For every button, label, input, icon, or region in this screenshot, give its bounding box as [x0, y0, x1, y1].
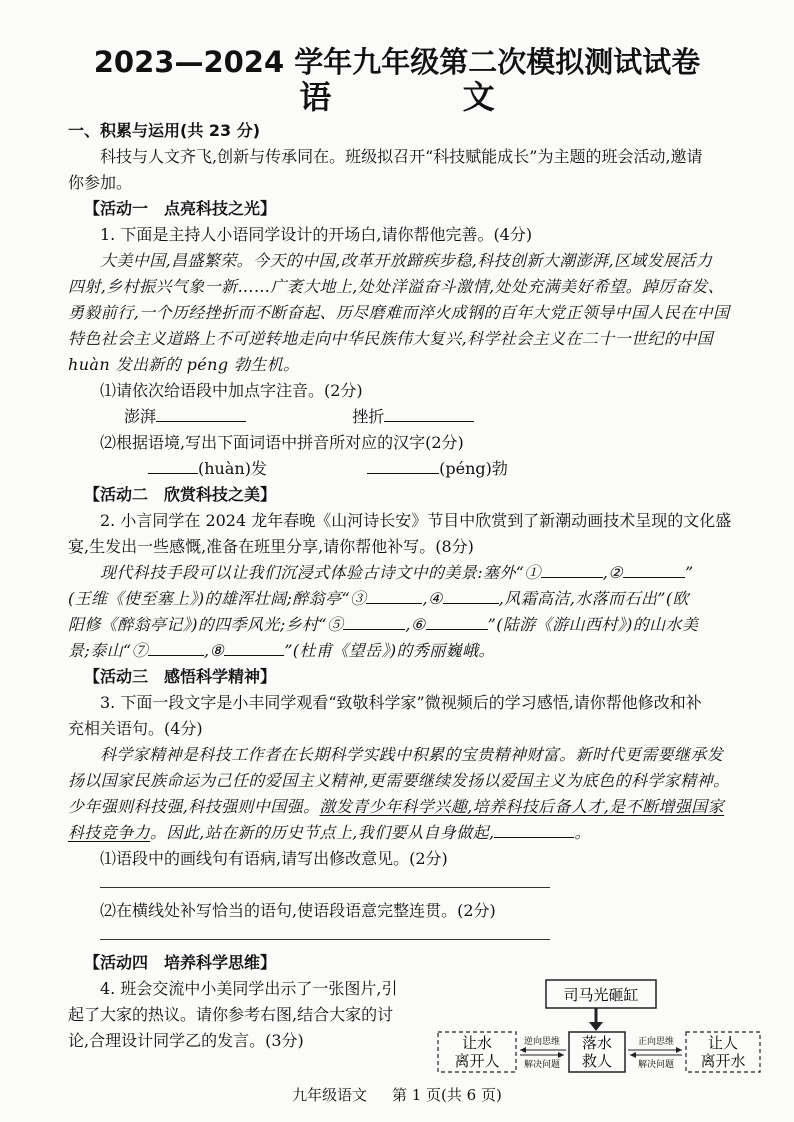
footer-subject: 九年级语文 [292, 1086, 368, 1104]
poem-blank-1[interactable] [541, 561, 603, 578]
word-1: 澎湃 [124, 407, 157, 426]
answer-line-1[interactable] [100, 886, 550, 888]
diagram-center-label-1: 落水 [581, 1034, 613, 1052]
underlined-sentence-end: 科技竞争力 [68, 823, 151, 842]
poem-blank-4[interactable] [443, 587, 499, 604]
activity-2-label: 【活动二 欣赏科技之美】 [84, 485, 277, 504]
q3-sub-1: ⑴语段中的画线句有语病,请写出修改意见。(2分) [100, 849, 448, 868]
question-3-line-1: 3. 下面一段文字是小丰同学观看“致敬科学家”微视频后的学习感悟,请你帮他修改和补 [100, 693, 702, 712]
arrow-right-top-label: 正向思维 [637, 1037, 675, 1047]
passage-line-4: 特色社会主义道路上不可逆转地走向中华民族伟大复兴,科学社会主义在二十一世纪的中国 [68, 329, 714, 348]
poem-blank-2[interactable] [623, 561, 685, 578]
footer-page-number: 第 1 页(共 6 页) [391, 1086, 502, 1104]
thinking-diagram [436, 976, 764, 1076]
passage-line-1: 大美中国,昌盛繁荣。今天的中国,改革开放蹄疾步稳,科技创新大潮澎湃,区域发展活力 [100, 251, 713, 270]
question-1: 1. 下面是主持人小语同学设计的开场白,请你帮他完善。(4分) [100, 225, 533, 244]
question-2-line-2: 宴,生发出一些感慨,准备在班里分享,请你帮他补写。(8分) [68, 537, 474, 556]
q1-sub-1-answers [68, 404, 780, 430]
page-footer [0, 1084, 794, 1105]
question-2-line-1: 2. 小言同学在 2024 龙年春晚《山河诗长安》节目中欣赏到了新潮动画技术呈现的文化盛 [100, 511, 732, 530]
q3-sub-2: ⑵在横线处补写恰当的语句,使语段语意完整连贯。(2分) [100, 901, 496, 920]
question-3-line-2: 充相关语句。(4分) [68, 719, 203, 738]
essay-blank[interactable] [494, 821, 574, 838]
q1-sub-2-answers [68, 456, 780, 482]
answer-line-2[interactable] [100, 938, 550, 940]
diagram-top-label: 司马光砸缸 [563, 986, 639, 1004]
diagram-right-label-1: 让人 [707, 1034, 739, 1052]
diagram-left-label-1: 让水 [461, 1034, 493, 1052]
poem-line-4: 景;泰山“⑦ ,⑧ ”(杜甫《望岳》)的秀丽巍峨。 [68, 641, 495, 660]
poem-line-1: 现代科技手段可以让我们沉浸式体验古诗文中的美景:塞外“① ,② ” [100, 563, 694, 582]
poem-line-3: 阳修《醉翁亭记》)的四季风光;乡村“⑤ ,⑥ ”(陆游《游山西村》)的山水美 [68, 615, 699, 634]
essay-line-4: 科技竞争力。因此,站在新的历史节点上,我们要从自身做起, 。 [68, 823, 591, 842]
section-heading: 一、积累与运用(共 23 分) [68, 121, 261, 140]
poem-blank-6[interactable] [426, 613, 488, 630]
answer-blank-1[interactable] [156, 405, 246, 422]
intro-line-2: 你参加。 [68, 173, 133, 192]
essay-line-3: 少年强则科技强,科技强则中国强。激发青少年科学兴趣,培养科技后备人才,是不断增强国家 [68, 797, 725, 816]
answer-blank-3[interactable] [148, 457, 198, 474]
passage-line-2: 四射,乡村振兴气象一新……广袤大地上,处处洋溢奋斗激情,处处充满美好希望。踔厉奋发、 [68, 277, 725, 296]
diagram-left-label-2: 离开人 [454, 1052, 500, 1070]
poem-blank-5[interactable] [343, 613, 405, 630]
diagram-center-label-2: 救人 [581, 1052, 613, 1070]
arrow-left-top-label: 逆向思维 [523, 1037, 561, 1047]
answer-blank-4[interactable] [367, 457, 439, 474]
poem-line-2: (王维《使至塞上》)的雄浑壮阔;醉翁亭“③ ,④ ,风霜高洁,水落而石出”(欧 [68, 589, 689, 608]
page-body [68, 118, 780, 1054]
activity-3-label: 【活动三 感悟科学精神】 [84, 667, 277, 686]
passage-line-3: 勇毅前行,一个历经挫折而不断奋起、历尽磨难而淬火成钢的百年大党正领导中国人民在中国 [68, 303, 730, 322]
word-2: 挫折 [352, 407, 385, 426]
intro-line-1: 科技与人文齐飞,创新与传承同在。班级拟召开“科技赋能成长”为主题的班会活动,邀请 [100, 147, 703, 166]
passage-line-5: huàn 发出新的 péng 勃生机。 [68, 355, 300, 374]
exam-title: 2023—2024 学年九年级第二次模拟测试试卷 [93, 45, 701, 79]
poem-blank-8[interactable] [224, 639, 284, 656]
poem-blank-7[interactable] [148, 639, 204, 656]
arrow-left-bottom-label: 解决问题 [523, 1060, 561, 1070]
essay-line-2: 扬以国家民族命运为己任的爱国主义精神,更需要继续发扬以爱国主义为底色的科学家精神。 [68, 771, 730, 790]
activity-4-label: 【活动四 培养科学思维】 [84, 953, 277, 972]
fill-1: (huàn)发 [198, 459, 267, 478]
arrow-right-bottom-label: 解决问题 [637, 1060, 675, 1070]
question-4-line-3: 论,合理设计同学乙的发言。(3分) [68, 1031, 304, 1050]
question-4-line-2: 起了大家的热议。请你参考右图,结合大家的讨 [68, 1005, 394, 1024]
answer-blank-2[interactable] [384, 405, 474, 422]
diagram-right-label-2: 离开水 [700, 1052, 746, 1070]
q1-sub-2: ⑵根据语境,写出下面词语中拼音所对应的汉字(2分) [100, 433, 464, 452]
activity-1-label: 【活动一 点亮科技之光】 [84, 199, 277, 218]
underlined-sentence: 激发青少年科学兴趣,培养科技后备人才,是不断增强国家 [319, 797, 725, 816]
question-4-line-1: 4. 班会交流中小美同学出示了一张图片,引 [100, 979, 398, 998]
fill-2: (péng)勃 [439, 459, 508, 478]
q1-sub-1: ⑴请依次给语段中加点字注音。(2分) [100, 381, 363, 400]
subject-title: 语 文 [299, 78, 555, 116]
poem-blank-3[interactable] [366, 587, 422, 604]
essay-line-1: 科学家精神是科技工作者在长期科学实践中积累的宝贵精神财富。新时代更需要继承发 [100, 745, 724, 764]
